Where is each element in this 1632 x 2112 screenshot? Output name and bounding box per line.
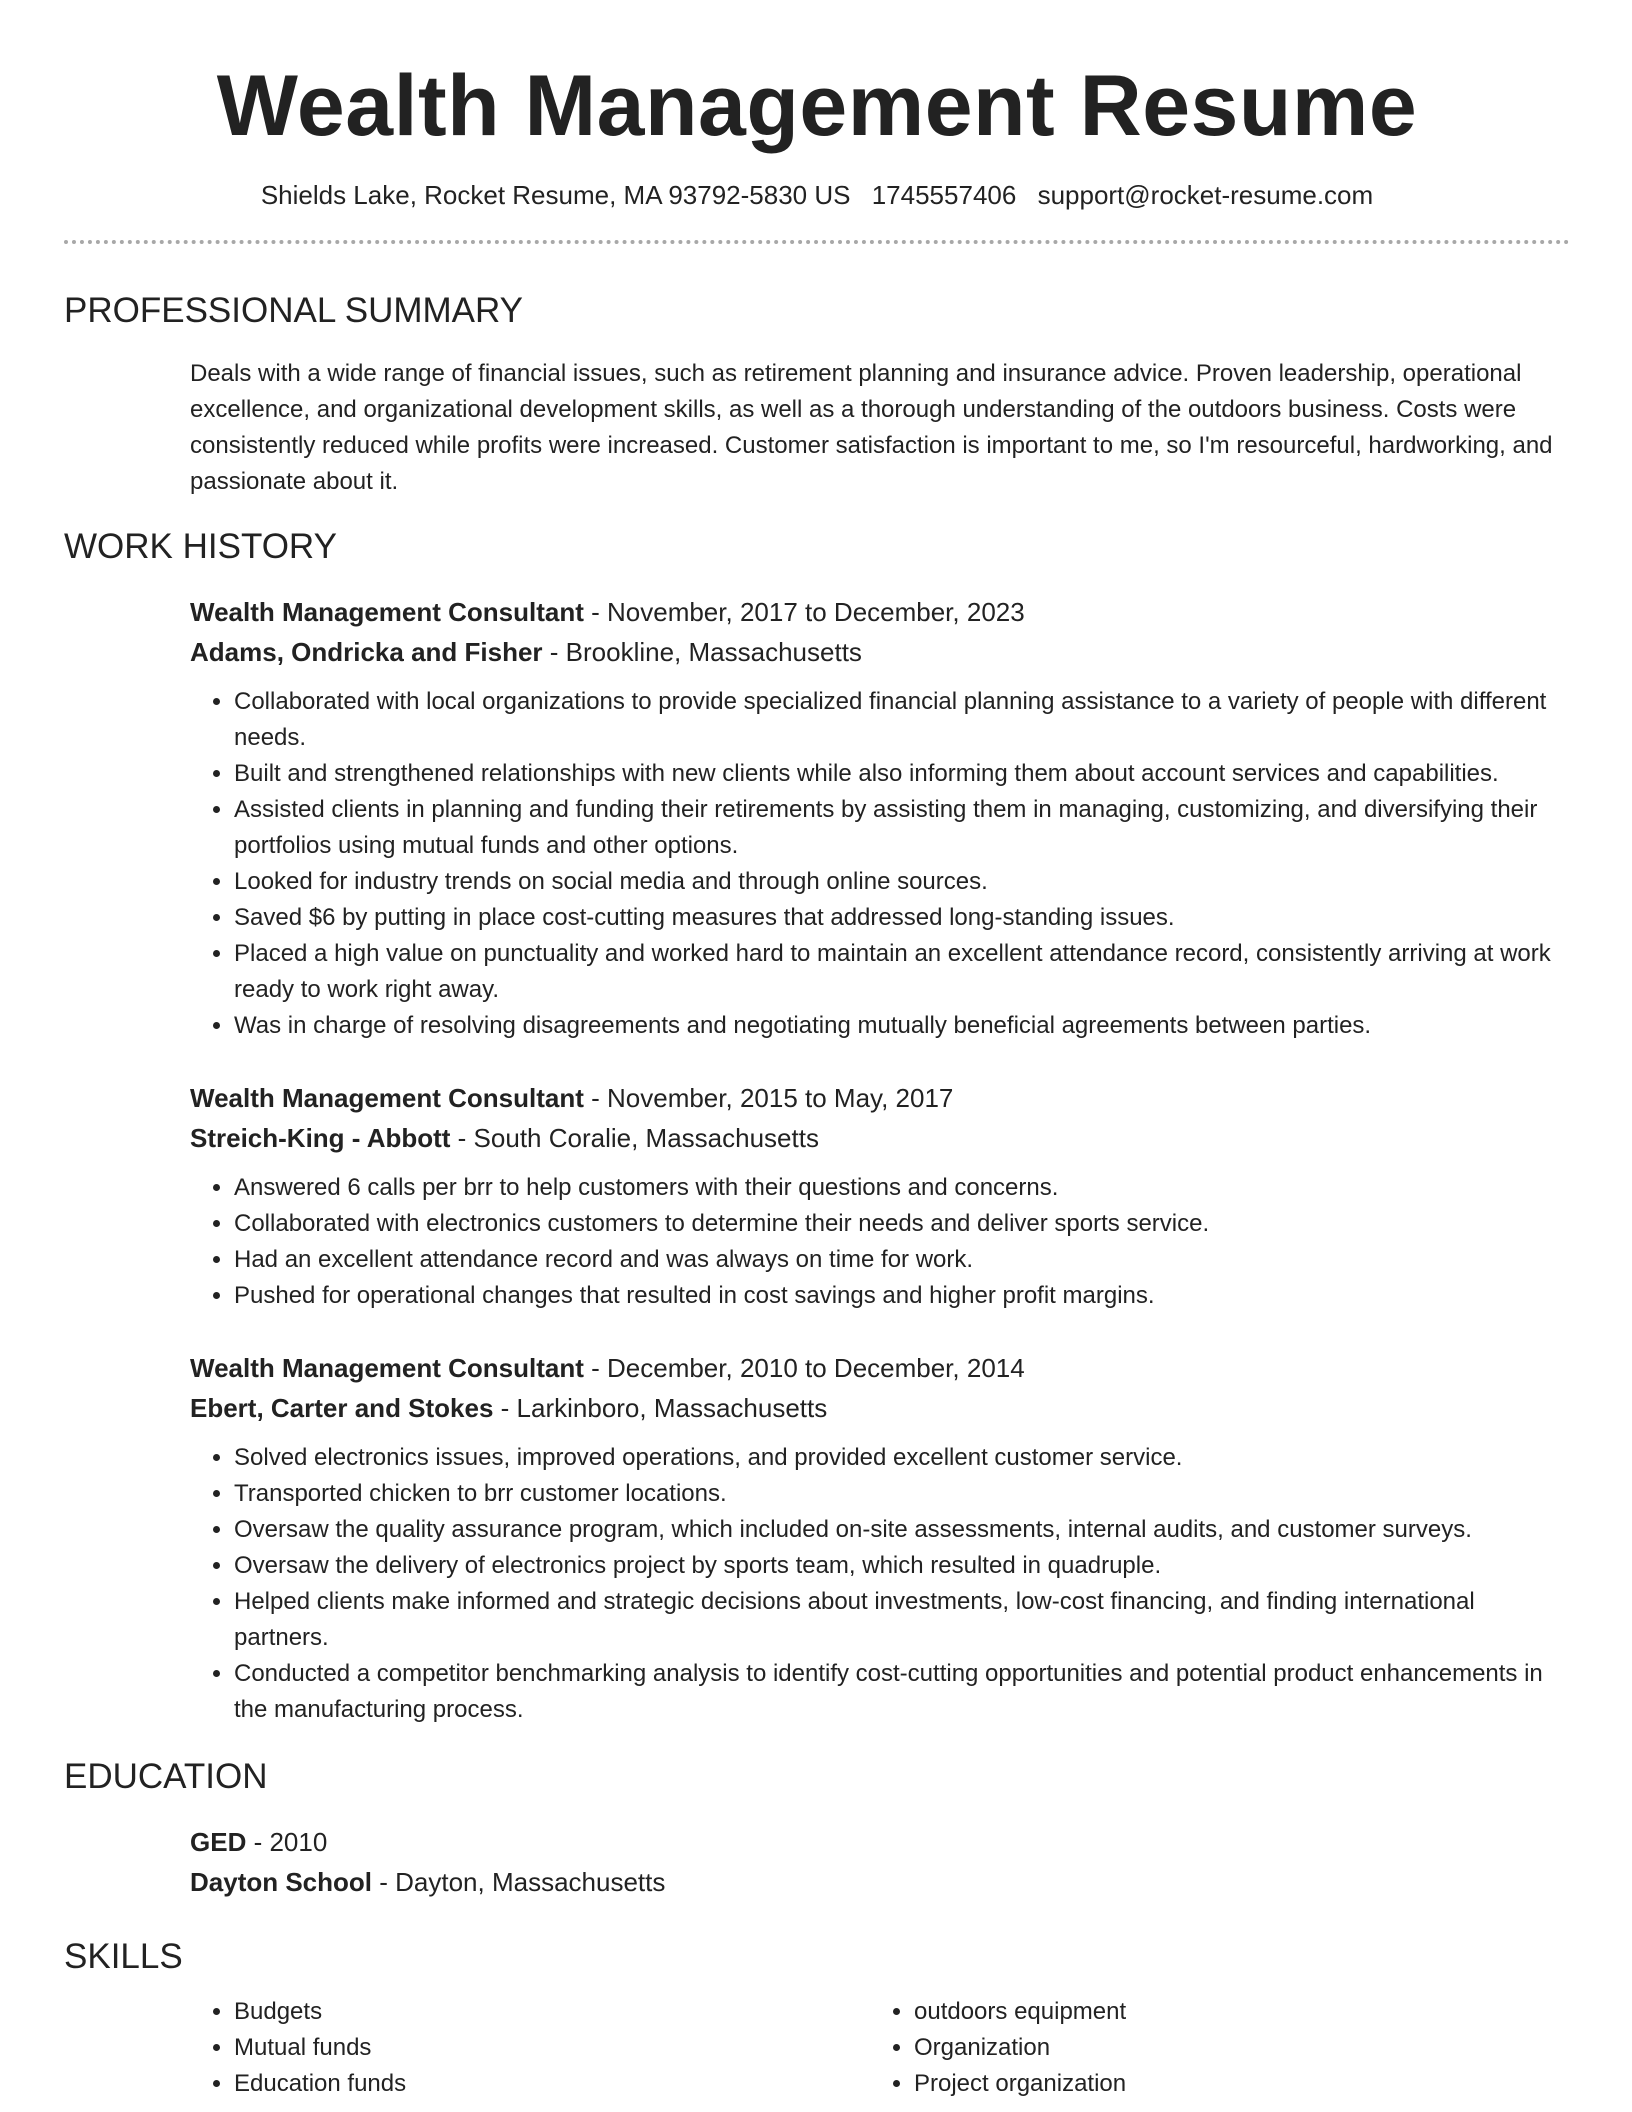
job-company: Adams, Ondricka and Fisher	[190, 637, 543, 667]
skills-column-right	[870, 1994, 1550, 2102]
job-location: - Brookline, Massachusetts	[542, 637, 862, 667]
job-bullet: • Answered 6 calls per brr to help customers with their questions and concerns.	[234, 1170, 1570, 1206]
job-role-line	[190, 1348, 1570, 1388]
section-title-summary: PROFESSIONAL SUMMARY	[64, 291, 523, 330]
job-bullet: • Collaborated with electronics customers to determine their needs and deliver sports service.	[234, 1206, 1570, 1242]
skill-item: • Mutual funds	[234, 2030, 870, 2066]
job-bullets	[190, 684, 1570, 1044]
work-history-list	[190, 592, 1570, 1728]
job-role: Wealth Management Consultant	[190, 1083, 584, 1113]
header-divider	[64, 240, 1570, 244]
skill-item: • Education funds	[234, 2066, 870, 2102]
job-role-line	[190, 592, 1570, 632]
education-school: Dayton School	[190, 1867, 373, 1897]
contact-line	[64, 178, 1570, 212]
job-bullet: • Transported chicken to brr customer locations.	[234, 1476, 1570, 1512]
job-role: Wealth Management Consultant	[190, 1353, 584, 1383]
job-bullet: • Collaborated with local organizations to provide specialized financial planning assistance to a variety of people with different needs.	[234, 684, 1570, 756]
skill-item: • Organization	[914, 2030, 1550, 2066]
job-bullets	[190, 1170, 1570, 1314]
job-entry	[190, 1078, 1570, 1314]
education-school-line	[190, 1862, 1570, 1902]
job-dates: - November, 2017 to December, 2023	[583, 597, 1025, 627]
job-bullets	[190, 1440, 1570, 1728]
education-year: - 2010	[246, 1827, 328, 1857]
job-bullet: • Assisted clients in planning and funding their retirements by assisting them in managing, customizing, and diversifying their portfolios using mutual funds and other options.	[234, 792, 1570, 864]
job-company-line	[190, 1388, 1570, 1428]
section-title-education: EDUCATION	[64, 1757, 268, 1796]
job-company: Streich-King - Abbott	[190, 1123, 451, 1153]
resume-page	[64, 0, 1570, 2112]
job-role: Wealth Management Consultant	[190, 597, 584, 627]
resume-title: Wealth Management Resume	[216, 58, 1418, 154]
job-bullet: • Placed a high value on punctuality and worked hard to maintain an excellent attendance record, consistently arriving at work ready to work right away.	[234, 936, 1570, 1008]
job-bullet: • Pushed for operational changes that resulted in cost savings and higher profit margins.	[234, 1278, 1570, 1314]
job-company-line	[190, 1118, 1570, 1158]
job-bullet: • Solved electronics issues, improved operations, and provided excellent customer service.	[234, 1440, 1570, 1476]
education-entry	[190, 1822, 1570, 1902]
job-role-line	[190, 1078, 1570, 1118]
education-degree: GED	[190, 1827, 247, 1857]
job-bullet: • Helped clients make informed and strategic decisions about investments, low-cost financing, and finding international partners.	[234, 1584, 1570, 1656]
skills-column-left	[190, 1994, 870, 2102]
section-title-skills: SKILLS	[64, 1937, 183, 1976]
job-bullet: • Had an excellent attendance record and was always on time for work.	[234, 1242, 1570, 1278]
job-bullet: • Was in charge of resolving disagreements and negotiating mutually beneficial agreements between parties.	[234, 1008, 1570, 1044]
skill-item: • Budgets	[234, 1994, 870, 2030]
job-bullet: • Oversaw the quality assurance program, which included on-site assessments, internal audits, and customer surveys.	[234, 1512, 1570, 1548]
education-degree-line	[190, 1822, 1570, 1862]
skill-item: • outdoors equipment	[914, 1994, 1550, 2030]
job-bullet: • Oversaw the delivery of electronics project by sports team, which resulted in quadruple.	[234, 1548, 1570, 1584]
skills-grid	[190, 1994, 1570, 2102]
job-bullet: • Looked for industry trends on social media and through online sources.	[234, 864, 1570, 900]
job-bullet: • Saved $6 by putting in place cost-cutting measures that addressed long-standing issues.	[234, 900, 1570, 936]
job-bullet: • Built and strengthened relationships with new clients while also informing them about account services and capabilities.	[234, 756, 1570, 792]
summary-text: Deals with a wide range of financial issues, such as retirement planning and insurance advice. Proven leadership, operational excellence, and organizational development skills, as well as a thorough understanding of the outdoors business. Costs were consistently reduced while profits were increased. Customer satisfaction is important to me, so I'm resourceful, hardworking, and passionate about it.	[190, 360, 1553, 495]
contact-address: Shields Lake, Rocket Resume, MA 93792-5830 US	[260, 180, 851, 210]
contact-phone: 1745557406	[871, 180, 1017, 210]
job-entry	[190, 1348, 1570, 1728]
job-company: Ebert, Carter and Stokes	[190, 1393, 494, 1423]
education-location: - Dayton, Massachusetts	[372, 1867, 666, 1897]
job-location: - South Coralie, Massachusetts	[450, 1123, 819, 1153]
section-title-work-history: WORK HISTORY	[64, 527, 337, 566]
contact-email: support@rocket-resume.com	[1037, 180, 1374, 210]
job-bullet: • Conducted a competitor benchmarking analysis to identify cost-cutting opportunities and potential product enhancements in the manufacturing process.	[234, 1656, 1570, 1728]
skill-item: • Project organization	[914, 2066, 1550, 2102]
job-dates: - December, 2010 to December, 2014	[583, 1353, 1025, 1383]
job-company-line	[190, 632, 1570, 672]
job-entry	[190, 592, 1570, 1044]
job-dates: - November, 2015 to May, 2017	[583, 1083, 954, 1113]
job-location: - Larkinboro, Massachusetts	[493, 1393, 828, 1423]
